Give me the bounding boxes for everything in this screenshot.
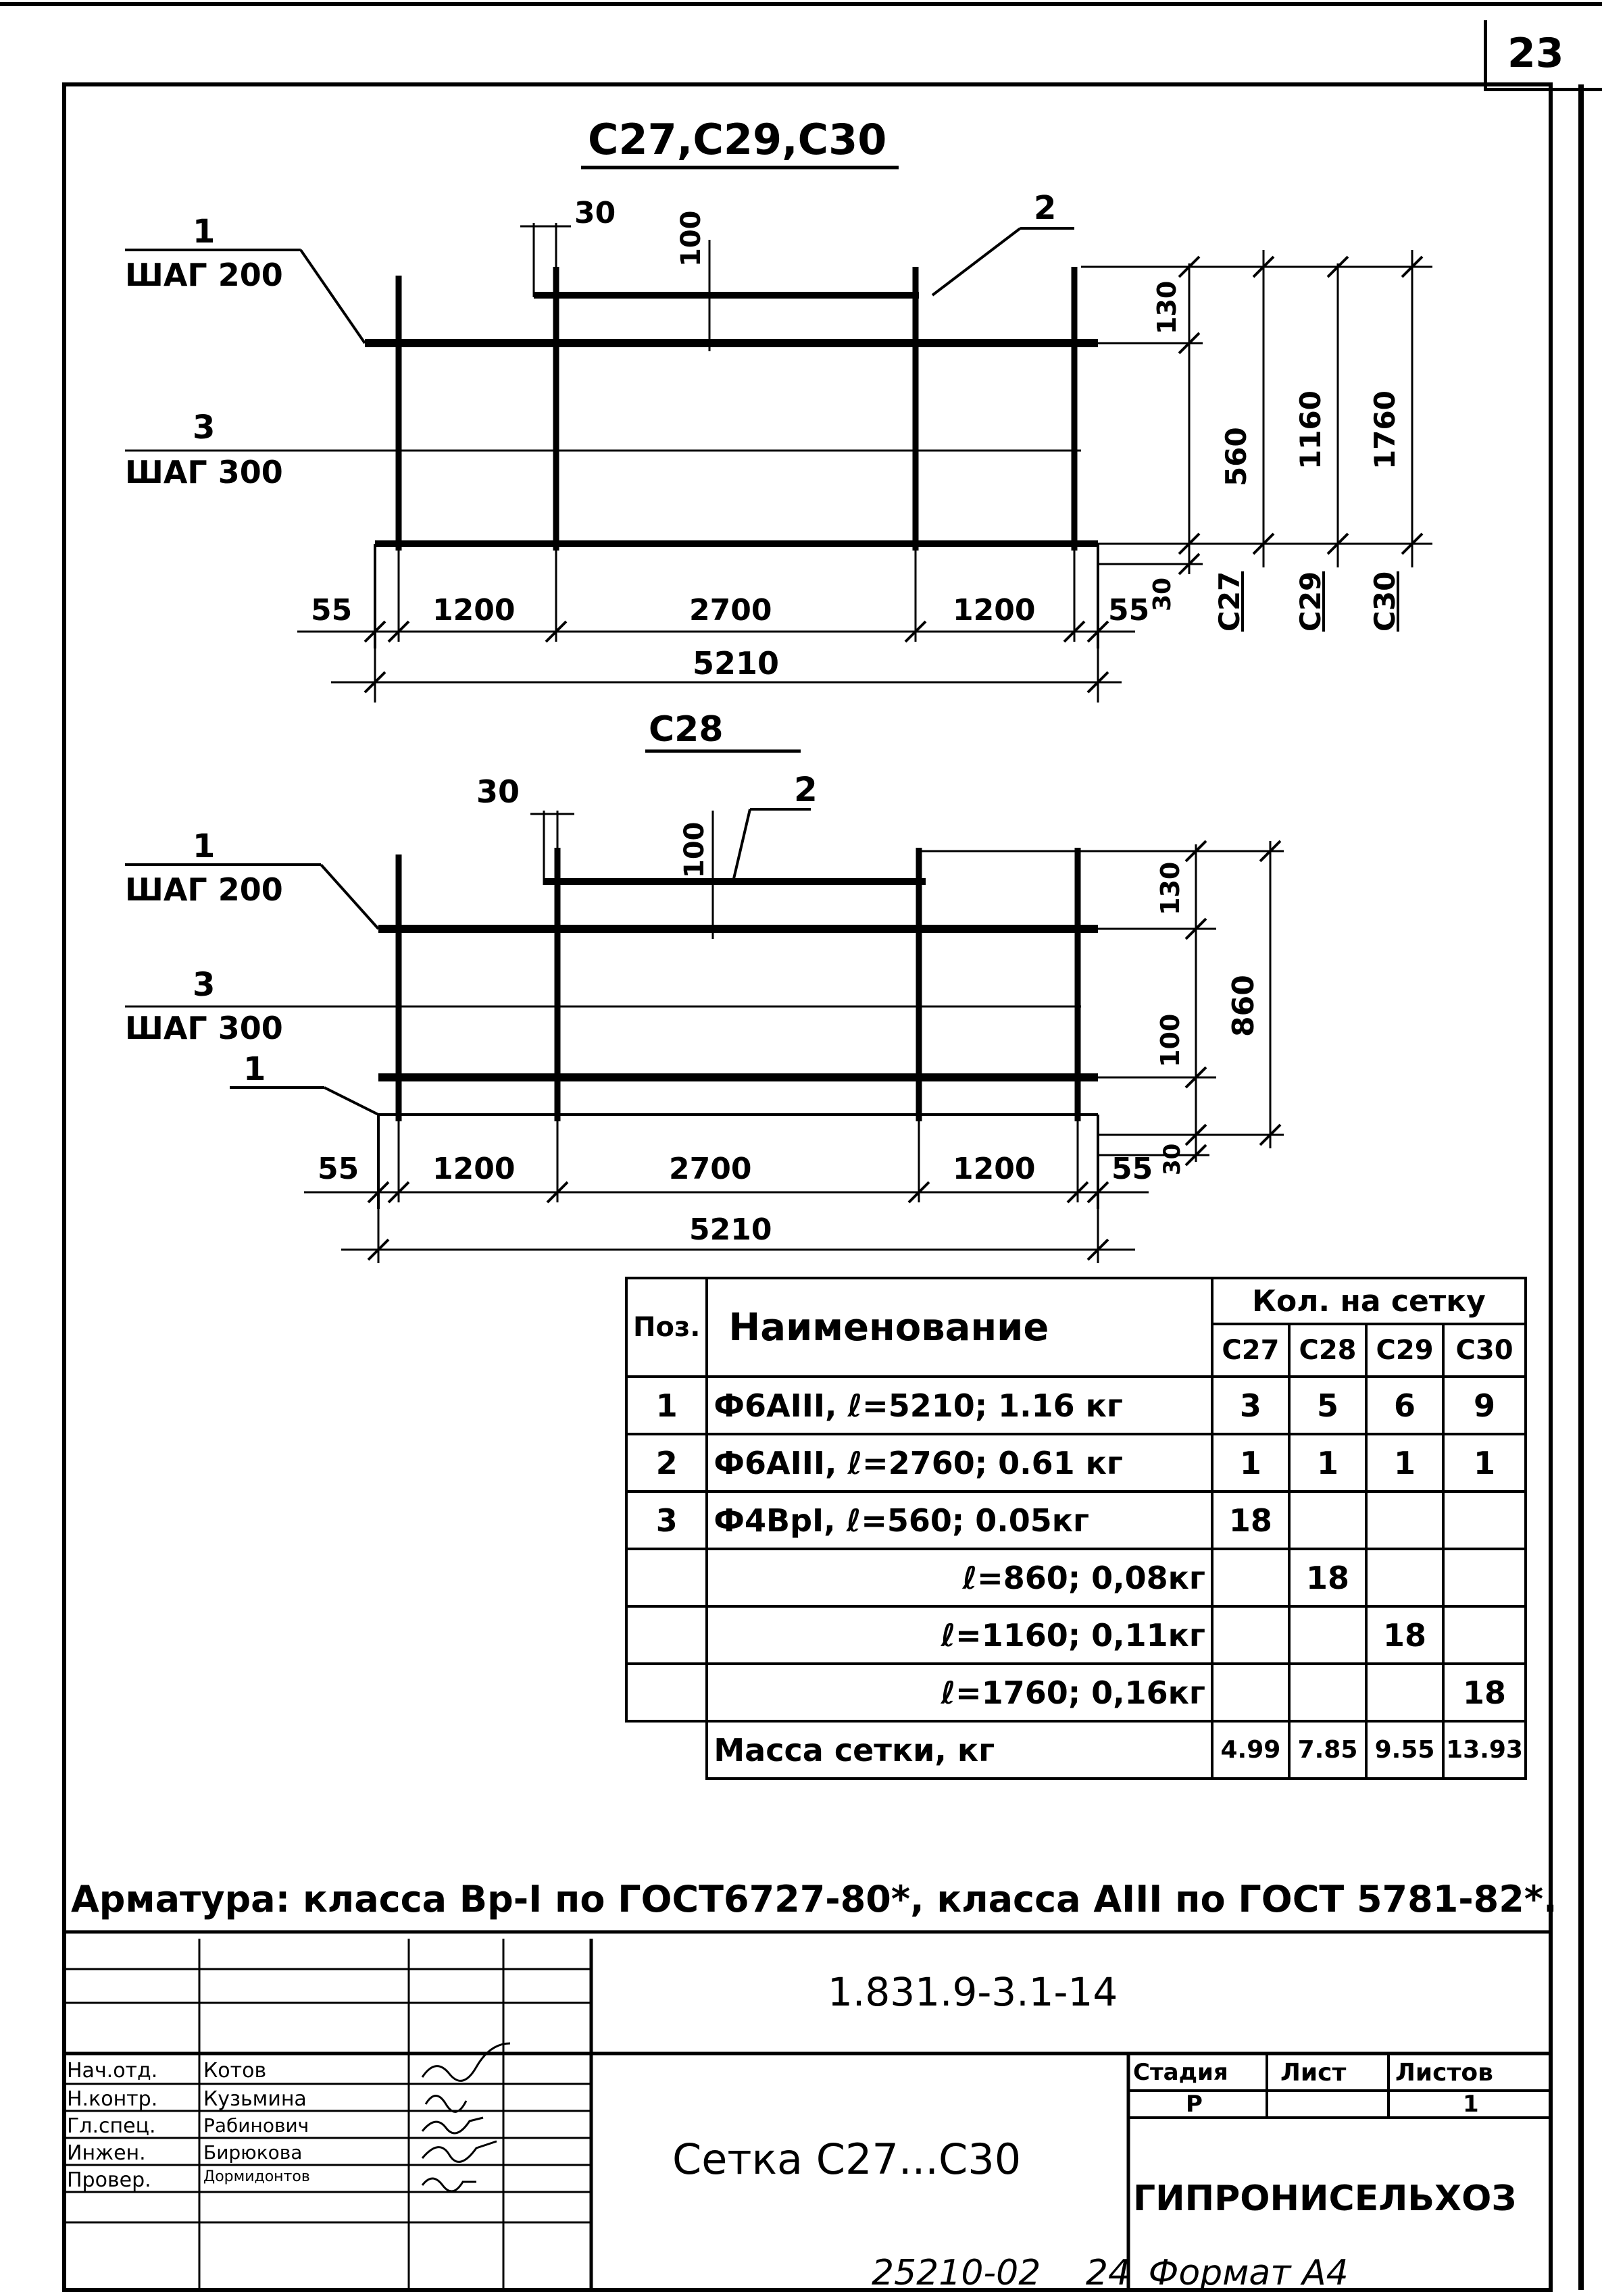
drawing-2-title: С28 — [649, 709, 724, 750]
col-c28: С28 — [1289, 1324, 1366, 1377]
drawing-title: Сетка С27...С30 — [672, 2135, 1022, 2184]
row-c30: 1 — [1443, 1434, 1526, 1491]
d2-dim-860: 860 — [1226, 975, 1261, 1037]
row-c29: 18 — [1366, 1606, 1443, 1664]
archive-number: 25210-02 — [872, 2253, 1041, 2293]
mass-row — [626, 1721, 1526, 1779]
stage-label: Стадия — [1133, 2059, 1228, 2086]
dim-55b: 55 — [1108, 593, 1150, 628]
dim-55a: 55 — [311, 593, 353, 628]
d2-dim-100: 100 — [679, 821, 710, 878]
row-name: Ф6АIII, ℓ=2760; 0.61 кг — [707, 1434, 1211, 1491]
dim-1200a: 1200 — [432, 593, 516, 628]
mass-c30: 13.93 — [1443, 1721, 1526, 1779]
d2-dim-130: 130 — [1155, 861, 1185, 915]
signatory-name: Рабинович — [203, 2114, 309, 2137]
dim-1760: 1760 — [1368, 390, 1401, 469]
row-pos — [626, 1606, 707, 1664]
row-c29: 6 — [1366, 1377, 1443, 1434]
specification-table — [625, 1277, 1527, 1780]
dim-2700: 2700 — [689, 593, 772, 628]
row-c29 — [1366, 1664, 1443, 1721]
paper-format: Формат А4 — [1148, 2253, 1349, 2293]
dim-1200b: 1200 — [953, 593, 1036, 628]
row-c28 — [1289, 1606, 1366, 1664]
dim-5210: 5210 — [693, 645, 780, 682]
row-name: Ф4ВрI, ℓ=560; 0.05кг — [707, 1491, 1211, 1549]
header-name: Наименование — [707, 1278, 1211, 1377]
d2-dim-1200b: 1200 — [953, 1152, 1036, 1186]
row-c27: 18 — [1212, 1491, 1289, 1549]
footer — [872, 2253, 1349, 2293]
signatory-name: Дормидонтов — [203, 2168, 310, 2185]
d2-dim-55a: 55 — [318, 1152, 359, 1186]
callout-3-step: ШАГ 300 — [125, 454, 283, 490]
row-pos: 1 — [626, 1377, 707, 1434]
callout-1-pos: 1 — [193, 213, 216, 251]
row-c29 — [1366, 1549, 1443, 1606]
row-c27 — [1212, 1664, 1289, 1721]
callout-2-pos: 2 — [1034, 189, 1057, 227]
signatory-role: Провер. — [67, 2168, 151, 2192]
signatory-name: Кузьмина — [203, 2087, 307, 2111]
signatures — [422, 2043, 510, 2191]
d2-dim-100b: 100 — [1155, 1013, 1185, 1067]
header-pos: Поз. — [626, 1278, 707, 1377]
col-c30: С30 — [1443, 1324, 1526, 1377]
callout-1-step: ШАГ 200 — [125, 257, 283, 293]
d2-callout-3-pos: 3 — [193, 966, 216, 1004]
row-c30 — [1443, 1491, 1526, 1549]
dim-560: 560 — [1220, 427, 1253, 486]
d2-callout-2-pos: 2 — [794, 770, 818, 809]
organization: ГИПРОНИСЕЛЬХОЗ — [1133, 2178, 1517, 2219]
row-c27 — [1212, 1549, 1289, 1606]
row-c28: 5 — [1289, 1377, 1366, 1434]
table-row — [626, 1549, 1526, 1606]
row-c28 — [1289, 1491, 1366, 1549]
doc-code: 1.831.9-3.1-14 — [828, 1969, 1118, 2015]
signatory-role: Н.контр. — [67, 2087, 158, 2111]
table-row — [626, 1434, 1526, 1491]
signatory-role: Нач.отд. — [67, 2059, 158, 2083]
row-name: Ф6АIII, ℓ=5210; 1.16 кг — [707, 1377, 1211, 1434]
row-c27: 1 — [1212, 1434, 1289, 1491]
dim-1160: 1160 — [1294, 390, 1327, 469]
row-pos — [626, 1549, 707, 1606]
row-c29 — [1366, 1491, 1443, 1549]
title-block — [64, 1939, 1551, 2290]
mass-c27: 4.99 — [1212, 1721, 1289, 1779]
d2-dim-1200a: 1200 — [432, 1152, 516, 1186]
d2-dim-55b: 55 — [1111, 1152, 1153, 1186]
mass-c28: 7.85 — [1289, 1721, 1366, 1779]
sheet-label: Лист — [1280, 2059, 1347, 2087]
sheets-label: Листов — [1395, 2059, 1493, 2087]
d2-dim-5210: 5210 — [689, 1213, 772, 1247]
row-name: ℓ=1160; 0,11кг — [707, 1606, 1211, 1664]
row-c30: 9 — [1443, 1377, 1526, 1434]
row-c27 — [1212, 1606, 1289, 1664]
d2-dim-30b: 30 — [1159, 1143, 1186, 1175]
sheet-number: 23 — [1507, 30, 1564, 77]
dim-130: 130 — [1152, 280, 1182, 334]
d2-callout-1-pos: 1 — [193, 827, 216, 865]
signatory-name: Котов — [203, 2059, 267, 2083]
label-c30: С30 — [1368, 571, 1401, 632]
mass-label: Масса сетки, кг — [707, 1721, 1211, 1779]
row-c28: 18 — [1289, 1549, 1366, 1606]
row-name: ℓ=860; 0,08кг — [707, 1549, 1211, 1606]
d2-callout-1b-pos: 1 — [243, 1050, 266, 1088]
d2-callout-1-step: ШАГ 200 — [125, 871, 283, 908]
row-c27: 3 — [1212, 1377, 1289, 1434]
row-c30 — [1443, 1606, 1526, 1664]
d2-dim-30: 30 — [476, 773, 520, 810]
signatory-role: Инжен. — [67, 2141, 146, 2165]
label-c27: С27 — [1213, 571, 1246, 632]
row-c30: 18 — [1443, 1664, 1526, 1721]
d2-dim-2700: 2700 — [669, 1152, 752, 1186]
col-c29: С29 — [1366, 1324, 1443, 1377]
signatory-role: Гл.спец. — [67, 2114, 156, 2138]
mass-c29: 9.55 — [1366, 1721, 1443, 1779]
row-pos: 3 — [626, 1491, 707, 1549]
d2-callout-3-step: ШАГ 300 — [125, 1010, 283, 1046]
dim-30b: 30 — [1149, 577, 1176, 611]
dim-30: 30 — [574, 196, 616, 230]
label-c29: С29 — [1294, 571, 1327, 632]
reinforcement-note: Арматура: класса Вр-I по ГОСТ6727-80*, класса АIII по ГОСТ 5781-82*. — [71, 1878, 1557, 1920]
drawing-1-title: С27,С29,С30 — [588, 115, 887, 164]
table-row — [626, 1491, 1526, 1549]
table-row — [626, 1377, 1526, 1434]
callout-3-pos: 3 — [193, 409, 216, 447]
stage-value: Р — [1186, 2091, 1203, 2118]
header-qty: Кол. на сетку — [1212, 1278, 1526, 1324]
row-c28: 1 — [1289, 1434, 1366, 1491]
col-c27: С27 — [1212, 1324, 1289, 1377]
dim-100: 100 — [676, 210, 707, 267]
row-name: ℓ=1760; 0,16кг — [707, 1664, 1211, 1721]
table-row — [626, 1664, 1526, 1721]
row-c29: 1 — [1366, 1434, 1443, 1491]
row-pos — [626, 1664, 707, 1721]
row-pos: 2 — [626, 1434, 707, 1491]
page-number: 24 — [1085, 2253, 1131, 2293]
signatory-name: Бирюкова — [203, 2141, 303, 2164]
sheets-value: 1 — [1463, 2091, 1479, 2118]
row-c30 — [1443, 1549, 1526, 1606]
row-c28 — [1289, 1664, 1366, 1721]
table-row — [626, 1606, 1526, 1664]
